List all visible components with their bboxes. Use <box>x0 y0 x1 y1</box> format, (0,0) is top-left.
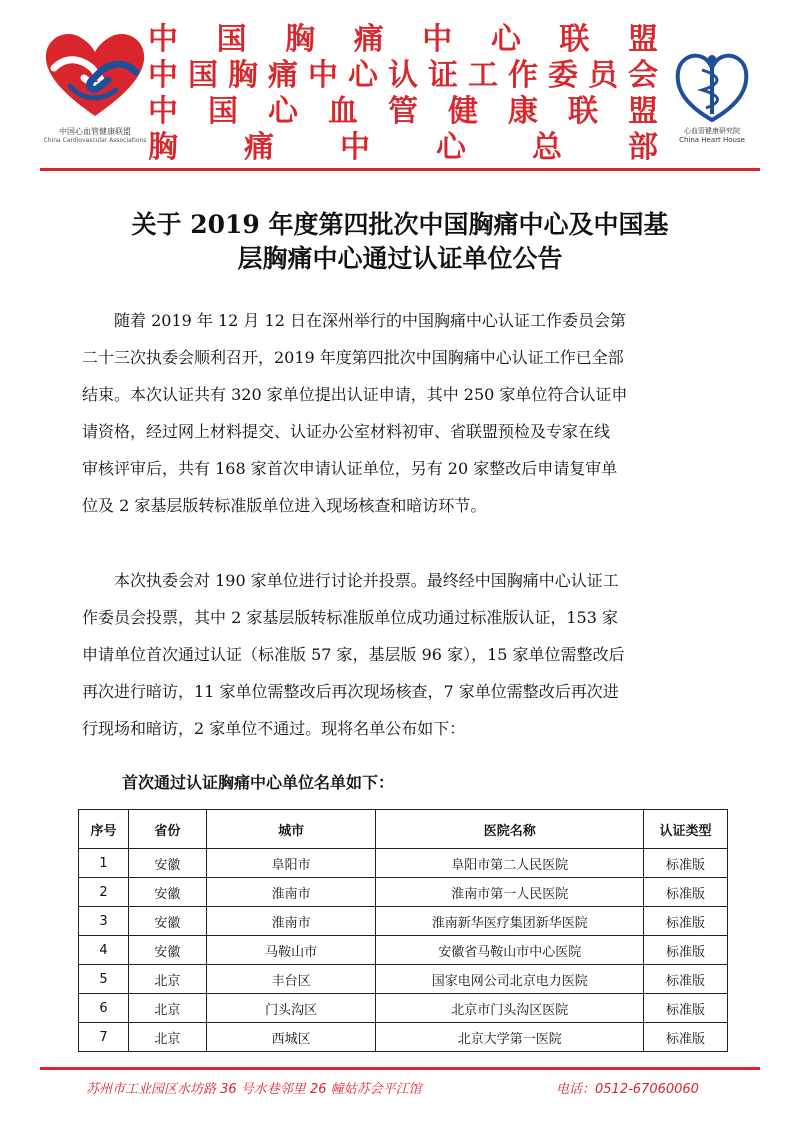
cell-index: 1 <box>79 849 129 878</box>
org-char: 盟 <box>628 94 658 129</box>
table-header-row <box>79 810 728 849</box>
cell-cert-type: 标准版 <box>644 878 728 907</box>
org-char: 痛 <box>268 58 298 93</box>
org-char: 部 <box>628 130 658 165</box>
org-char: 中 <box>148 94 178 129</box>
org-name <box>148 58 658 94</box>
cell-hospital: 国家电网公司北京电力医院 <box>376 965 644 994</box>
org-char: 总 <box>532 130 562 165</box>
text-line: 再次进行暗访，11 家单位需整改后再次现场核查，7 家单位需整改后再次进 <box>82 682 619 701</box>
org-char: 管 <box>388 94 418 129</box>
caduceus-heart-logo-icon <box>672 50 752 124</box>
org-char: 心 <box>348 58 378 93</box>
cell-city: 淮南市 <box>206 907 376 936</box>
title-line: 关于 2019 年度第四批次中国胸痛中心及中国基 <box>131 210 669 239</box>
org-char: 委 <box>548 58 578 93</box>
certified-units-table <box>78 809 728 1052</box>
org-char: 胸 <box>148 130 178 165</box>
right-logo-caption-cn: 心血管健康研究院 <box>684 127 740 135</box>
text-line: 本次执委会对 190 家单位进行讨论并投票。最终经中国胸痛中心认证工 <box>114 571 619 590</box>
text-line: 二十三次执委会顺利召开，2019 年度第四批次中国胸痛中心认证工作已全部 <box>82 348 624 367</box>
cell-hospital: 北京大学第一医院 <box>376 1023 644 1052</box>
cell-cert-type: 标准版 <box>644 994 728 1023</box>
letterhead <box>0 0 795 178</box>
org-char: 国 <box>208 94 238 129</box>
org-name <box>148 130 658 166</box>
cell-cert-type: 标准版 <box>644 849 728 878</box>
cell-hospital: 淮南新华医疗集团新华医院 <box>376 907 644 936</box>
page-title <box>60 208 740 276</box>
org-char: 工 <box>468 58 498 93</box>
cell-city: 阜阳市 <box>206 849 376 878</box>
left-logo <box>40 28 150 146</box>
cell-index: 2 <box>79 878 129 907</box>
table-row <box>79 1023 728 1052</box>
left-logo-caption-cn: 中国心血管健康联盟 <box>59 127 131 136</box>
cell-province: 安徽 <box>128 936 206 965</box>
cell-cert-type: 标准版 <box>644 936 728 965</box>
cell-province: 安徽 <box>128 907 206 936</box>
list-title: 首次通过认证胸痛中心单位名单如下： <box>122 773 395 792</box>
cell-index: 5 <box>79 965 129 994</box>
org-name <box>148 22 658 58</box>
footer-address: 苏州市工业园区水坊路 36 号水巷邻里 26 幢姑苏会平江馆 <box>86 1082 422 1097</box>
org-char: 心 <box>436 130 466 165</box>
cell-province: 安徽 <box>128 849 206 878</box>
org-char: 中 <box>308 58 338 93</box>
text-line: 结束。本次认证共有 320 家单位提出认证申请，其中 250 家单位符合认证申 <box>82 385 628 404</box>
org-char: 血 <box>328 94 358 129</box>
cell-cert-type: 标准版 <box>644 907 728 936</box>
org-char: 认 <box>388 58 418 93</box>
text-line: 随着 2019 年 12 月 12 日在深州举行的中国胸痛中心认证工作委员会第 <box>114 311 626 330</box>
right-logo-caption-en: China Heart House <box>679 136 745 144</box>
org-char: 痛 <box>353 22 384 57</box>
org-char: 国 <box>216 22 247 57</box>
org-name <box>148 94 658 130</box>
cell-city: 马鞍山市 <box>206 936 376 965</box>
header-divider <box>40 168 760 171</box>
org-char: 国 <box>188 58 218 93</box>
table-row <box>79 965 728 994</box>
org-char: 胸 <box>285 22 316 57</box>
cell-hospital: 阜阳市第二人民医院 <box>376 849 644 878</box>
cell-city: 丰台区 <box>206 965 376 994</box>
org-char: 康 <box>508 94 538 129</box>
left-logo-caption-en: China Cardiovascular Associations <box>43 137 147 144</box>
org-char: 作 <box>508 58 538 93</box>
cell-index: 4 <box>79 936 129 965</box>
org-names <box>148 22 658 166</box>
table-row <box>79 849 728 878</box>
table-row <box>79 994 728 1023</box>
text-line: 请资格，经过网上材料提交、认证办公室材料初审、省联盟预检及专家在线 <box>82 422 611 441</box>
cell-hospital: 淮南市第一人民医院 <box>376 878 644 907</box>
header-hospital: 医院名称 <box>376 810 644 849</box>
header-index: 序号 <box>79 810 129 849</box>
cell-hospital: 北京市门头沟区医院 <box>376 994 644 1023</box>
org-char: 联 <box>568 94 598 129</box>
title-line: 层胸痛中心通过认证单位公告 <box>237 244 563 273</box>
footer-divider <box>40 1067 760 1070</box>
hands-heart-logo-icon <box>40 28 150 124</box>
cell-cert-type: 标准版 <box>644 1023 728 1052</box>
cell-city: 淮南市 <box>206 878 376 907</box>
text-line: 审核评审后，共有 168 家首次申请认证单位，另有 20 家整改后申请复审单 <box>82 459 618 478</box>
header-city: 城市 <box>206 810 376 849</box>
cell-province: 北京 <box>128 1023 206 1052</box>
paragraph-results <box>82 562 722 747</box>
org-char: 痛 <box>244 130 274 165</box>
table-row <box>79 936 728 965</box>
table-row <box>79 878 728 907</box>
cell-province: 安徽 <box>128 878 206 907</box>
org-char: 中 <box>340 130 370 165</box>
org-char: 心 <box>490 22 521 57</box>
cell-index: 6 <box>79 994 129 1023</box>
footer-phone: 电话：0512-67060060 <box>556 1082 699 1097</box>
org-char: 胸 <box>228 58 258 93</box>
header-province: 省份 <box>128 810 206 849</box>
org-char: 员 <box>588 58 618 93</box>
text-line: 申请单位首次通过认证（标准版 57 家，基层版 96 家），15 家单位需整改后 <box>82 645 625 664</box>
text-line: 行现场和暗访，2 家单位不通过。现将名单公布如下： <box>82 719 466 738</box>
org-char: 中 <box>148 22 178 57</box>
cell-index: 3 <box>79 907 129 936</box>
text-line: 位及 2 家基层版转标准版单位进入现场核查和暗访环节。 <box>82 496 487 515</box>
header-cert-type: 认证类型 <box>644 810 728 849</box>
org-char: 中 <box>422 22 453 57</box>
org-char: 联 <box>559 22 590 57</box>
cell-city: 西城区 <box>206 1023 376 1052</box>
org-char: 心 <box>268 94 298 129</box>
cell-city: 门头沟区 <box>206 994 376 1023</box>
cell-cert-type: 标准版 <box>644 965 728 994</box>
org-char: 会 <box>628 58 658 93</box>
cell-province: 北京 <box>128 965 206 994</box>
cell-province: 北京 <box>128 994 206 1023</box>
cell-hospital: 安徽省马鞍山市中心医院 <box>376 936 644 965</box>
org-char: 健 <box>448 94 478 129</box>
paragraph-announcement <box>82 302 722 524</box>
org-char: 盟 <box>627 22 658 57</box>
right-logo <box>672 50 752 150</box>
org-char: 证 <box>428 58 458 93</box>
table-row <box>79 907 728 936</box>
org-char: 中 <box>148 58 178 93</box>
text-line: 作委员会投票，其中 2 家基层版转标准版单位成功通过标准版认证，153 家 <box>82 608 618 627</box>
cell-index: 7 <box>79 1023 129 1052</box>
